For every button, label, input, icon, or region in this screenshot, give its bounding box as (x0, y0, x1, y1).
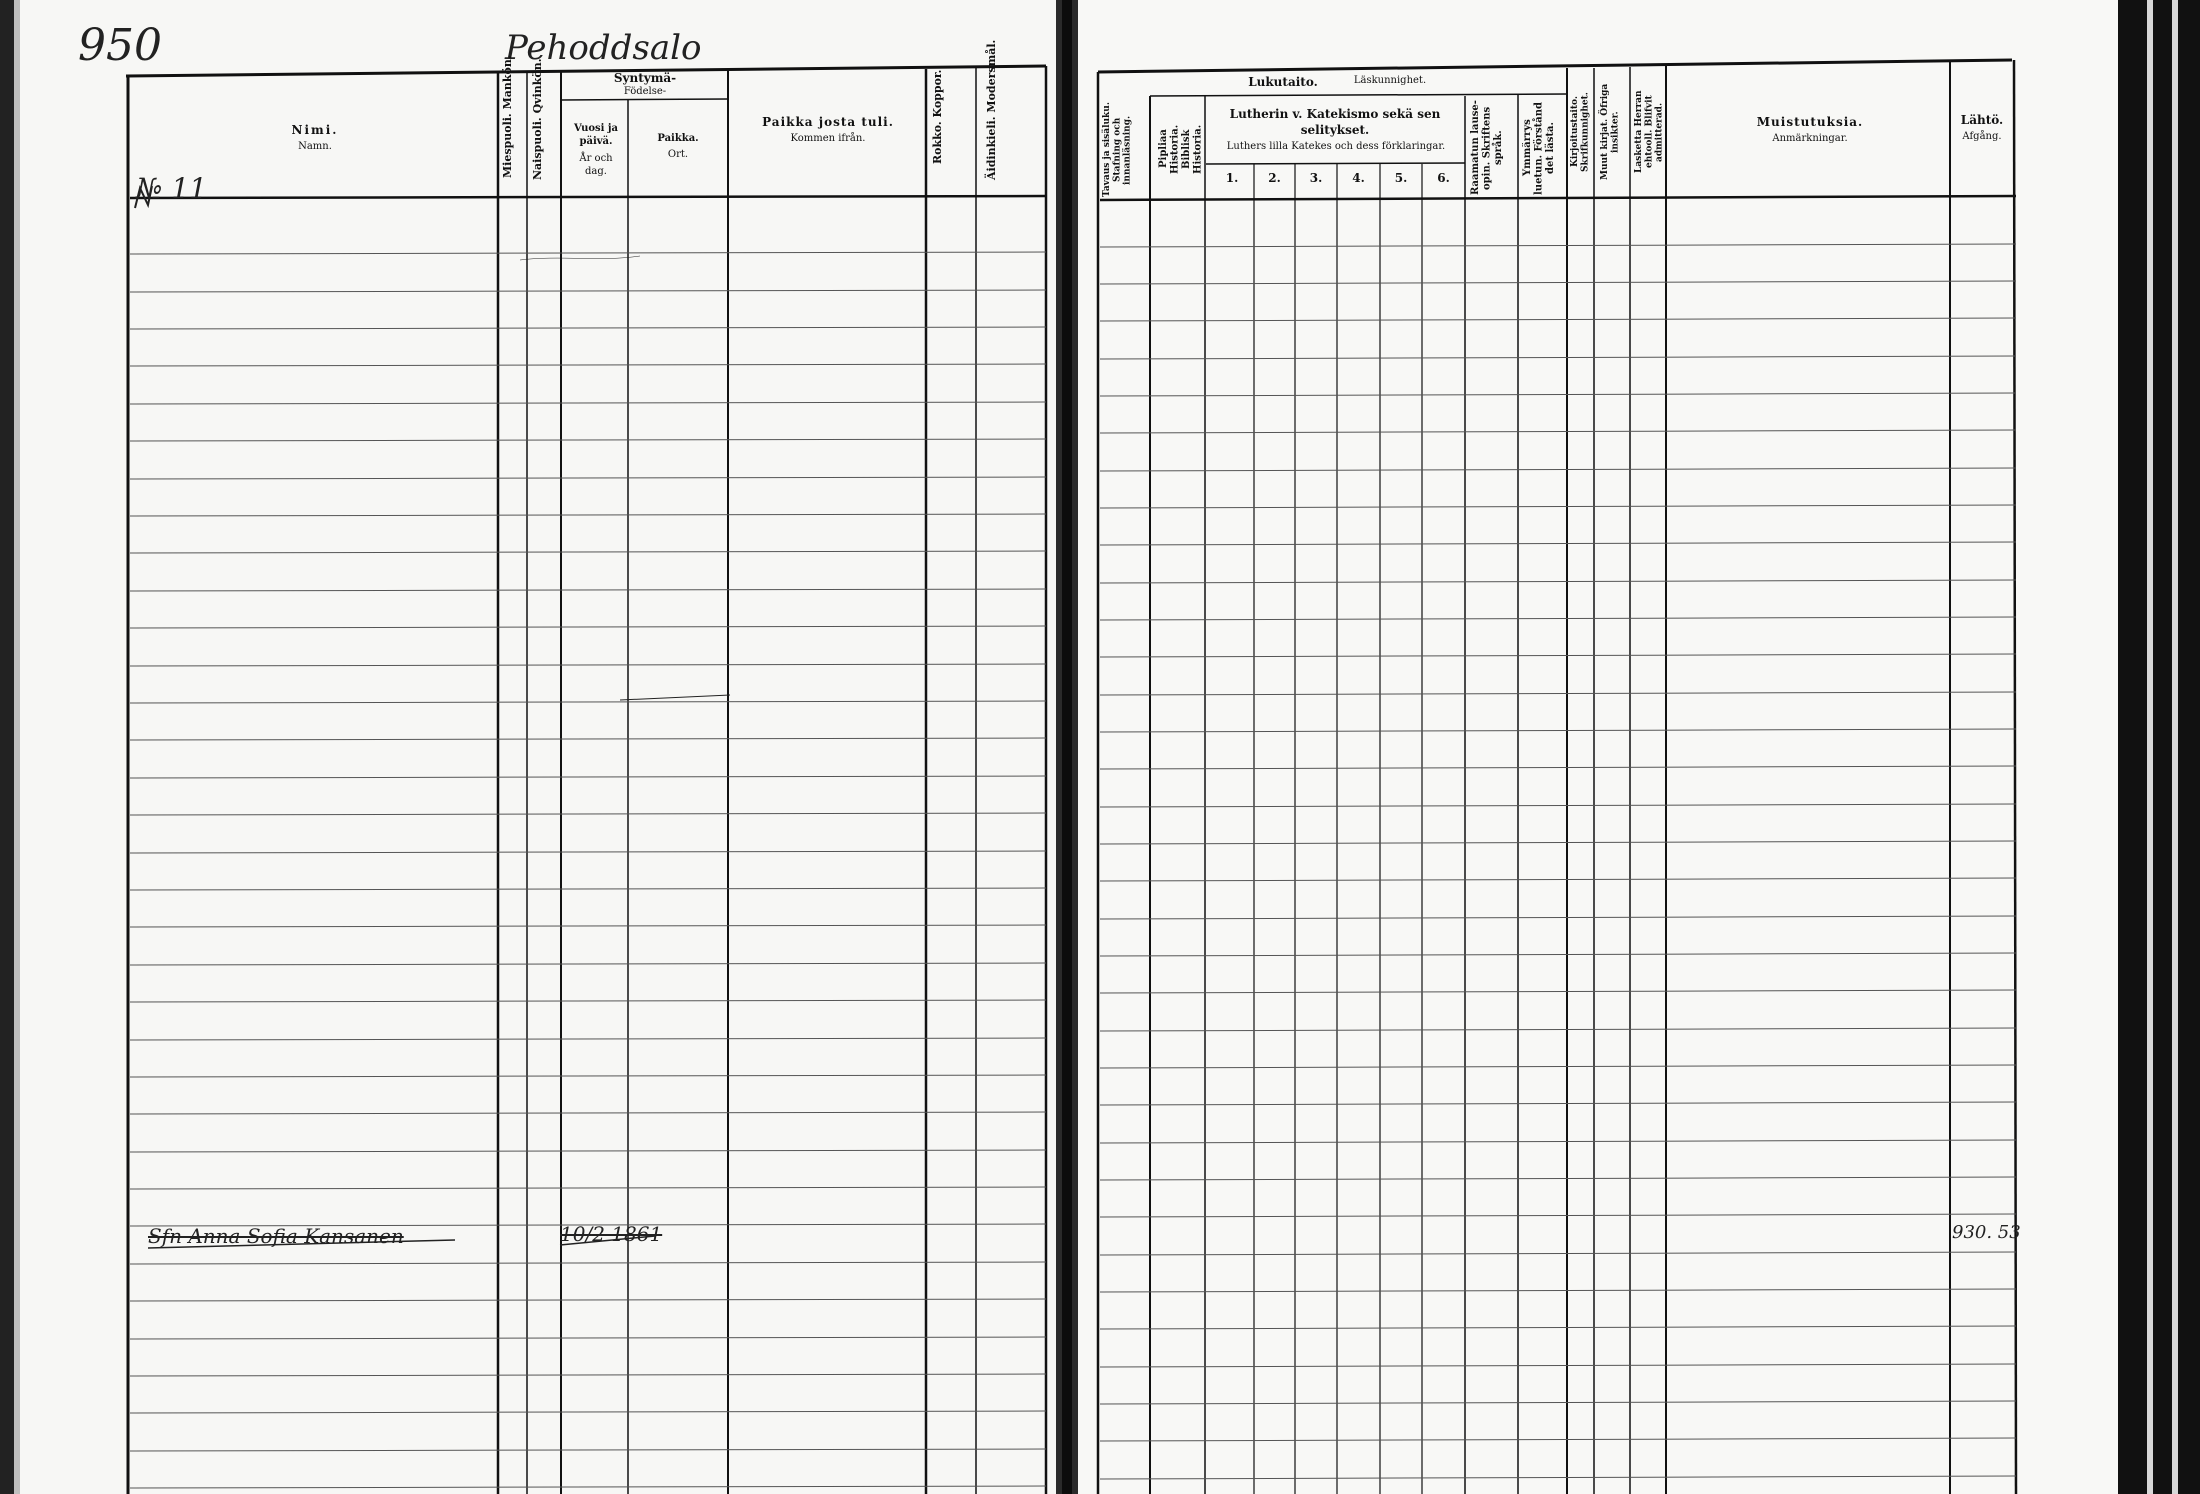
birth-date-sv-1: År och (579, 153, 613, 164)
col-writing: Kirjoitustaito. Skrifkunnighet. (1570, 92, 1591, 172)
catechism-fi-2: selitykset. (1300, 123, 1370, 137)
col-mother-tongue: Äidinkieli. Modersmål. (985, 39, 998, 180)
from-place-sv: Kommen ifrån. (790, 133, 866, 144)
remarks-sv: Anmärkningar. (1772, 133, 1848, 144)
catechism-sv: Luthers lilla Katekes och dess förklaringar. (1226, 141, 1446, 152)
entry-departure: 930. 53 (1952, 1222, 2021, 1243)
village-name: Pehoddsalo (505, 28, 702, 68)
col-scripture: Raamatun lause-opin. Skriftens språk. (1470, 100, 1504, 196)
birth-place-sv: Ort. (667, 149, 689, 160)
col-male: Miespuoli. Mankön. (501, 55, 514, 178)
house-number: № 11 (136, 172, 208, 205)
departure-sv: Afgång. (1962, 131, 2002, 142)
birth-header-sv: Födelse- (623, 86, 667, 97)
col-bible: Pipliaa Historia. Biblisk Historia. (1158, 124, 1204, 174)
entry-birth-date: 10/2 1861 (560, 1222, 663, 1246)
birth-header-fi: Syntymä- (613, 71, 677, 85)
birth-place-fi: Paikka. (657, 133, 699, 144)
catechism-num-2: 2. (1268, 171, 1281, 185)
departure-fi: Lähtö. (1960, 113, 2004, 127)
entry-name: Sfn Anna Sofia Kansanen (148, 1224, 404, 1248)
catechism-num-4: 4. (1352, 171, 1365, 185)
col-other: Muut kirjat. Öfriga insikter. (1600, 83, 1621, 181)
reading-fi: Lukutaito. (1248, 75, 1318, 89)
col-communion: Lasketta Herran ehtooll. Blifvit admitterad. (1634, 90, 1665, 174)
birth-date-fi-2: päivä. (579, 136, 613, 147)
col-smallpox: Rokko. Koppor. (931, 69, 944, 164)
col-understanding: Ymmärrys luetun. Förstånd det lästa. (1522, 101, 1556, 195)
from-place-fi: Paikka josta tuli. (762, 115, 894, 129)
catechism-num-6: 6. (1437, 171, 1450, 185)
col-female: Naispuoli. Qvinkön. (531, 58, 544, 180)
reading-sv: Läskunnighet. (1353, 75, 1427, 86)
catechism-num-1: 1. (1225, 171, 1239, 185)
remarks-fi: Muistutuksia. (1756, 115, 1864, 129)
col-name-fi: Nimi. (291, 123, 339, 137)
col-spelling: Tavaus ja sisäluku. Stafning och innanläsning. (1102, 102, 1133, 198)
col-name-sv: Namn. (298, 141, 332, 152)
catechism-num-5: 5. (1394, 171, 1408, 185)
birth-date-sv-2: dag. (585, 166, 607, 177)
catechism-num-3: 3. (1309, 171, 1323, 185)
catechism-fi-1: Lutherin v. Katekismo sekä sen (1229, 107, 1441, 121)
page-number: 950 (78, 20, 162, 71)
birth-date-fi-1: Vuosi ja (573, 123, 619, 134)
